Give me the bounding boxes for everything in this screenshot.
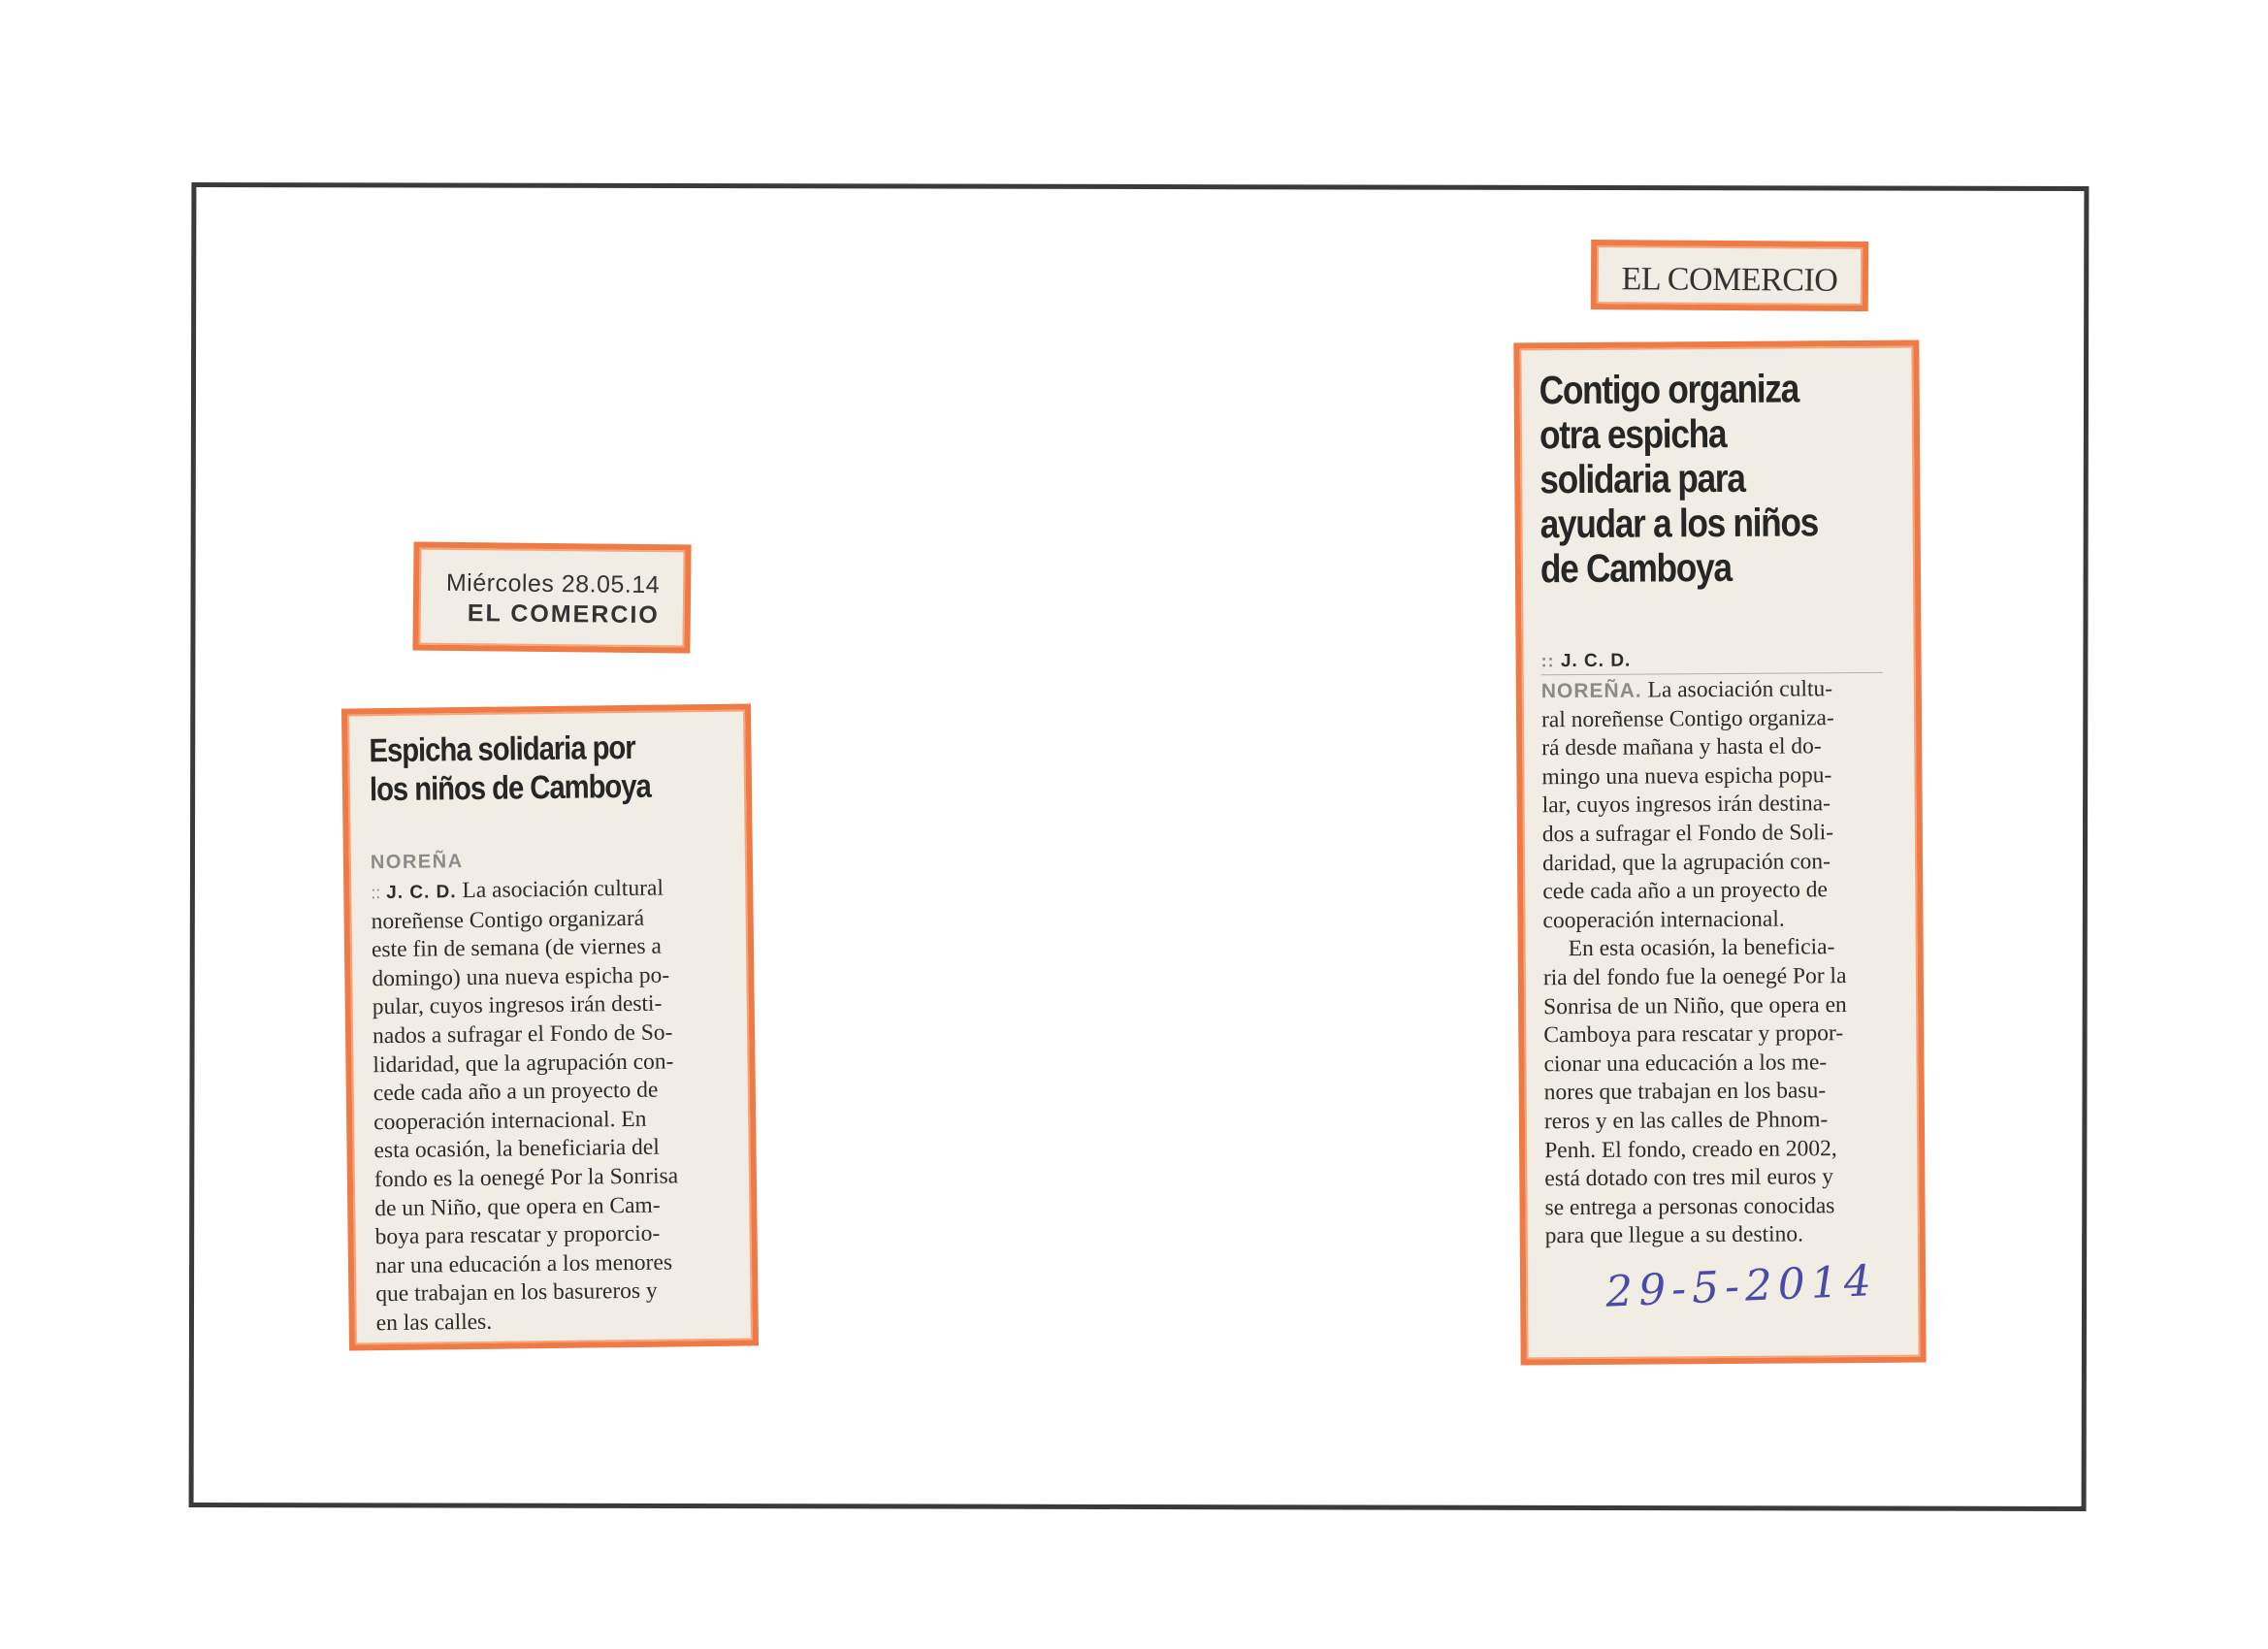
headline-line: Espicha solidaria por — [369, 728, 635, 770]
clipping-date: Miércoles 28.05.14 — [445, 568, 661, 599]
byline: J. C. D. — [386, 882, 457, 904]
publication-name: EL COMERCIO — [1621, 261, 1838, 299]
body-line: Penh. El fondo, creado en 2002, — [1544, 1135, 1837, 1163]
body-line — [371, 874, 722, 908]
byline: J. C. D. — [1560, 650, 1632, 672]
body-line: nados a sufragar el Fondo de So- — [372, 1019, 673, 1050]
body-line: nar una educación a los menores — [374, 1249, 673, 1278]
body-line: reros y en las calles de Phnom- — [1543, 1107, 1829, 1135]
body-line: daridad, que la agrupación con- — [1541, 848, 1831, 876]
dateline-location: NOREÑA. — [1540, 679, 1642, 703]
body-line: cooperación internacional. En — [373, 1106, 647, 1135]
body-line: nores que trabajan en los basu- — [1543, 1078, 1827, 1106]
body-line: ria del fondo fue la oenegé Por la — [1542, 963, 1847, 991]
body-line: cede cada año a un proyecto de — [1542, 877, 1828, 905]
body-line: rá desde mañana y hasta el do- — [1541, 733, 1822, 761]
body-line: que trabajan en los basureros y — [375, 1277, 658, 1308]
body-line: cede cada año a un proyecto de — [373, 1077, 659, 1107]
body-line: Camboya para rescatar y propor- — [1543, 1020, 1844, 1049]
body-line: lar, cuyos ingresos irán destina- — [1541, 791, 1831, 819]
body-line: lidaridad, que la agrupación con- — [373, 1049, 674, 1078]
body-line: para que llegue a su destino. — [1544, 1221, 1804, 1249]
article-headline — [369, 728, 736, 810]
body-line: esta ocasión, la beneficiaria del — [373, 1134, 660, 1164]
body-line: ral noreñense Contigo organiza- — [1540, 704, 1834, 732]
article-body — [1541, 675, 1887, 1251]
body-line: este fin de semana (de viernes a — [371, 933, 662, 963]
dateline-location: NOREÑA — [370, 851, 464, 874]
body-line: pular, cuyos ingresos irán desti- — [372, 990, 663, 1020]
body-line: de un Niño, que opera en Cam- — [374, 1192, 661, 1221]
handwritten-date: 29-5-2014 — [1604, 1256, 1878, 1317]
body-line: está dotado con tres mil euros y — [1544, 1164, 1834, 1192]
body-line: dos a sufragar el Fondo de Soli- — [1541, 820, 1834, 848]
body-line: noreñense Contigo organizará — [371, 905, 645, 934]
body-line: se entrega a personas conocidas — [1544, 1192, 1835, 1220]
byline-marker: :: — [1540, 651, 1555, 671]
left-date-clipping — [412, 542, 691, 654]
body-line: cionar una educación a los me- — [1543, 1049, 1828, 1077]
headline-line: Contigo organiza — [1539, 366, 1799, 413]
body-text: La asociación cultu- — [1647, 676, 1833, 703]
headline-line: otra espicha — [1539, 410, 1727, 458]
body-line: fondo es la oenegé Por la Sonrisa — [373, 1163, 679, 1193]
body-line: mingo una nueva espicha popu- — [1541, 761, 1832, 791]
body-line: En esta ocasión, la beneficia- — [1568, 934, 1835, 962]
byline-row — [1541, 649, 1883, 675]
body-text: La asociación cultural — [462, 875, 664, 904]
body-line: domingo) una nueva espicha po- — [372, 962, 670, 992]
headline-line: ayudar a los niños — [1539, 500, 1819, 547]
article-body — [371, 874, 728, 1339]
headline-line: solidaria para — [1539, 455, 1745, 502]
left-article-clipping — [341, 703, 759, 1350]
body-line: boya para rescatar y proporcio- — [374, 1220, 661, 1250]
paragraph-1 — [1541, 675, 1885, 936]
byline-marker: :: — [371, 883, 381, 903]
headline-line: de Camboya — [1539, 544, 1732, 592]
headline-line: los niños de Camboya — [369, 767, 651, 809]
body-line: Sonrisa de un Niño, que opera en — [1543, 991, 1847, 1019]
paragraph-2 — [1543, 933, 1887, 1251]
body-line: cooperación internacional. — [1542, 906, 1785, 934]
article-headline — [1539, 366, 1908, 592]
body-line: en las calles. — [375, 1309, 493, 1337]
right-article-clipping — [1513, 340, 1926, 1366]
right-masthead-clipping — [1591, 240, 1868, 311]
publication-name: EL COMERCIO — [467, 599, 660, 630]
